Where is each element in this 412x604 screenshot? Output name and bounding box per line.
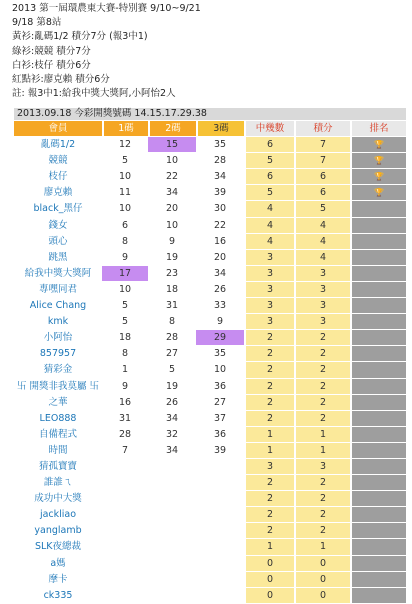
hit-count: 2 xyxy=(244,346,294,362)
pick-1 xyxy=(102,588,148,604)
hit-count: 2 xyxy=(244,379,294,395)
pick-3: 39 xyxy=(196,185,244,201)
rank-cell xyxy=(350,169,406,185)
member-name: ck335 xyxy=(14,588,102,604)
table-row xyxy=(14,491,406,507)
table-row xyxy=(14,282,406,298)
pick-2: 23 xyxy=(148,266,196,282)
rank-cell xyxy=(350,427,406,443)
pick-1: 9 xyxy=(102,250,148,266)
pick-2: 19 xyxy=(148,250,196,266)
score: 2 xyxy=(294,330,350,346)
rank-cell xyxy=(350,201,406,217)
pick-2: 22 xyxy=(148,169,196,185)
pick-1 xyxy=(102,539,148,555)
pick-1: 11 xyxy=(102,185,148,201)
table-row xyxy=(14,475,406,491)
table-row xyxy=(14,362,406,378)
member-name: yanglamb xyxy=(14,523,102,539)
pick-1: 5 xyxy=(102,314,148,330)
rank-cell xyxy=(350,443,406,459)
pick-1: 16 xyxy=(102,395,148,411)
table-row xyxy=(14,427,406,443)
table-row xyxy=(14,298,406,314)
pick-3 xyxy=(196,475,244,491)
table-header-row xyxy=(14,121,406,137)
pick-1 xyxy=(102,507,148,523)
member-name: 成功中大獎 xyxy=(14,491,102,507)
hit-count: 2 xyxy=(244,330,294,346)
pick-3: 9 xyxy=(196,314,244,330)
draw-numbers-bar: 2013.09.18 今彩開獎號碼 14.15.17.29.38 xyxy=(14,108,406,120)
header-line: 註: 報3中1:給我中獎大獎阿,小阿怡2人 xyxy=(12,88,176,100)
column-header-rank: 排名 xyxy=(350,121,406,137)
hit-count: 3 xyxy=(244,282,294,298)
member-name: LEO888 xyxy=(14,411,102,427)
hit-count: 3 xyxy=(244,314,294,330)
pick-3: 36 xyxy=(196,427,244,443)
column-header-pick-3: 3碼 xyxy=(196,121,244,137)
pick-3: 20 xyxy=(196,250,244,266)
table-row xyxy=(14,572,406,588)
score: 2 xyxy=(294,475,350,491)
hit-count: 0 xyxy=(244,588,294,604)
pick-2: 5 xyxy=(148,362,196,378)
score: 1 xyxy=(294,427,350,443)
table-row xyxy=(14,443,406,459)
member-name: 錢女 xyxy=(14,218,102,234)
score: 3 xyxy=(294,298,350,314)
pick-1: 1 xyxy=(102,362,148,378)
pick-2: 15 xyxy=(148,137,196,153)
score: 0 xyxy=(294,572,350,588)
header-line: 綠衫:競競 積分7分 xyxy=(12,45,91,57)
trophy-icon: 🏆 xyxy=(374,155,384,165)
pick-2: 18 xyxy=(148,282,196,298)
score: 3 xyxy=(294,266,350,282)
hit-count: 5 xyxy=(244,185,294,201)
pick-2 xyxy=(148,491,196,507)
score: 3 xyxy=(294,314,350,330)
member-name: 給我中獎大獎阿 xyxy=(14,266,102,282)
hit-count: 2 xyxy=(244,362,294,378)
standings-table xyxy=(14,121,406,604)
pick-2: 32 xyxy=(148,427,196,443)
member-name: black_黑仔 xyxy=(14,201,102,217)
pick-2: 31 xyxy=(148,298,196,314)
pick-3 xyxy=(196,572,244,588)
table-row xyxy=(14,523,406,539)
member-name: 摩卡 xyxy=(14,572,102,588)
hit-count: 0 xyxy=(244,572,294,588)
column-header-hits: 中幾數 xyxy=(244,121,294,137)
trophy-icon: 🏆 xyxy=(374,139,384,149)
header-line: 黃衫:亂碼1/2 積分7分 (報3中1) xyxy=(12,31,148,43)
pick-1: 8 xyxy=(102,234,148,250)
pick-2 xyxy=(148,459,196,475)
member-name: 之華 xyxy=(14,395,102,411)
table-row xyxy=(14,169,406,185)
hit-count: 6 xyxy=(244,169,294,185)
pick-1: 10 xyxy=(102,282,148,298)
pick-3: 36 xyxy=(196,379,244,395)
pick-2: 10 xyxy=(148,153,196,169)
pick-1 xyxy=(102,475,148,491)
score: 2 xyxy=(294,411,350,427)
pick-3: 34 xyxy=(196,169,244,185)
pick-1: 12 xyxy=(102,137,148,153)
score: 2 xyxy=(294,507,350,523)
rank-cell xyxy=(350,362,406,378)
hit-count: 2 xyxy=(244,507,294,523)
pick-1: 5 xyxy=(102,153,148,169)
pick-1: 18 xyxy=(102,330,148,346)
pick-2 xyxy=(148,507,196,523)
table-row xyxy=(14,201,406,217)
table-row xyxy=(14,379,406,395)
table-row xyxy=(14,137,406,153)
hit-count: 2 xyxy=(244,475,294,491)
member-name: 猜孤寶寶 xyxy=(14,459,102,475)
hit-count: 4 xyxy=(244,201,294,217)
pick-2: 9 xyxy=(148,234,196,250)
rank-cell xyxy=(350,282,406,298)
pick-3: 22 xyxy=(196,218,244,234)
pick-3: 10 xyxy=(196,362,244,378)
hit-count: 2 xyxy=(244,491,294,507)
pick-2: 19 xyxy=(148,379,196,395)
pick-2: 10 xyxy=(148,218,196,234)
table-row xyxy=(14,588,406,604)
table-row xyxy=(14,330,406,346)
member-name: 時間 xyxy=(14,443,102,459)
rank-cell xyxy=(350,475,406,491)
rank-cell xyxy=(350,491,406,507)
score: 0 xyxy=(294,588,350,604)
header-line: 9/18 第8站 xyxy=(12,17,62,29)
score: 1 xyxy=(294,539,350,555)
table-row xyxy=(14,507,406,523)
pick-1: 6 xyxy=(102,218,148,234)
hit-count: 3 xyxy=(244,298,294,314)
hit-count: 6 xyxy=(244,137,294,153)
member-name: 專嘿同君 xyxy=(14,282,102,298)
pick-1 xyxy=(102,523,148,539)
table-row xyxy=(14,250,406,266)
pick-1 xyxy=(102,491,148,507)
member-name: kmk xyxy=(14,314,102,330)
pick-1: 17 xyxy=(102,266,148,282)
pick-1: 9 xyxy=(102,379,148,395)
table-row xyxy=(14,314,406,330)
table-row xyxy=(14,395,406,411)
pick-2 xyxy=(148,475,196,491)
score: 0 xyxy=(294,556,350,572)
score: 2 xyxy=(294,523,350,539)
pick-2 xyxy=(148,556,196,572)
hit-count: 2 xyxy=(244,523,294,539)
rank-cell xyxy=(350,153,406,169)
table-row xyxy=(14,218,406,234)
pick-2 xyxy=(148,523,196,539)
member-name: 誰誰ㄟ xyxy=(14,475,102,491)
member-name: 廖克賴 xyxy=(14,185,102,201)
pick-3 xyxy=(196,523,244,539)
pick-3 xyxy=(196,491,244,507)
pick-1: 5 xyxy=(102,298,148,314)
rank-cell xyxy=(350,234,406,250)
pick-1 xyxy=(102,459,148,475)
pick-3: 37 xyxy=(196,411,244,427)
member-name: 猜彩金 xyxy=(14,362,102,378)
pick-1: 8 xyxy=(102,346,148,362)
score: 3 xyxy=(294,282,350,298)
hit-count: 1 xyxy=(244,427,294,443)
table-row xyxy=(14,556,406,572)
pick-3: 27 xyxy=(196,395,244,411)
hit-count: 3 xyxy=(244,266,294,282)
rank-cell xyxy=(350,298,406,314)
column-header-score: 積分 xyxy=(294,121,350,137)
trophy-icon: 🏆 xyxy=(374,171,384,181)
member-name: 小阿怡 xyxy=(14,330,102,346)
hit-count: 4 xyxy=(244,234,294,250)
header-line: 2013 第一屆環農東大賽-特別賽 9/10~9/21 xyxy=(12,3,201,14)
score: 7 xyxy=(294,137,350,153)
pick-3: 35 xyxy=(196,346,244,362)
member-name: 自備程式 xyxy=(14,427,102,443)
pick-1: 7 xyxy=(102,443,148,459)
trophy-icon: 🏆 xyxy=(374,187,384,197)
member-name: 競競 xyxy=(14,153,102,169)
table-row xyxy=(14,411,406,427)
rank-cell xyxy=(350,395,406,411)
score: 4 xyxy=(294,234,350,250)
member-name: 枝仔 xyxy=(14,169,102,185)
rank-cell xyxy=(350,185,406,201)
hit-count: 3 xyxy=(244,459,294,475)
pick-3: 30 xyxy=(196,201,244,217)
member-name: Alice Chang xyxy=(14,298,102,314)
rank-cell xyxy=(350,539,406,555)
pick-3 xyxy=(196,459,244,475)
table-row xyxy=(14,539,406,555)
pick-1 xyxy=(102,556,148,572)
header-line: 紅點衫:廖克賴 積分6分 xyxy=(12,73,110,85)
rank-cell xyxy=(350,218,406,234)
pick-3: 29 xyxy=(196,330,244,346)
table-row xyxy=(14,185,406,201)
score: 2 xyxy=(294,395,350,411)
member-name: 亂碼1/2 xyxy=(14,137,102,153)
score: 7 xyxy=(294,153,350,169)
rank-cell xyxy=(350,523,406,539)
hit-count: 5 xyxy=(244,153,294,169)
table-row xyxy=(14,234,406,250)
pick-2: 8 xyxy=(148,314,196,330)
score: 1 xyxy=(294,443,350,459)
hit-count: 2 xyxy=(244,411,294,427)
member-name: SLK夜總裁 xyxy=(14,539,102,555)
pick-2: 20 xyxy=(148,201,196,217)
member-name: 卐 開獎非我莫屬 卐 xyxy=(14,379,102,395)
score: 4 xyxy=(294,218,350,234)
hit-count: 1 xyxy=(244,443,294,459)
rank-cell xyxy=(350,314,406,330)
hit-count: 2 xyxy=(244,395,294,411)
pick-3: 33 xyxy=(196,298,244,314)
pick-3: 39 xyxy=(196,443,244,459)
rank-cell xyxy=(350,330,406,346)
rank-cell xyxy=(350,507,406,523)
hit-count: 3 xyxy=(244,250,294,266)
header-line: 白衫:枝仔 積分6分 xyxy=(12,59,91,71)
pick-3 xyxy=(196,507,244,523)
pick-3: 34 xyxy=(196,266,244,282)
score: 2 xyxy=(294,491,350,507)
pick-3: 28 xyxy=(196,153,244,169)
pick-3 xyxy=(196,556,244,572)
rank-cell xyxy=(350,266,406,282)
hit-count: 0 xyxy=(244,556,294,572)
pick-1: 31 xyxy=(102,411,148,427)
score: 2 xyxy=(294,362,350,378)
rank-cell xyxy=(350,588,406,604)
pick-2: 28 xyxy=(148,330,196,346)
pick-3: 26 xyxy=(196,282,244,298)
pick-3: 16 xyxy=(196,234,244,250)
column-header-member: 會員 xyxy=(14,121,102,137)
post-header xyxy=(12,2,402,101)
hit-count: 4 xyxy=(244,218,294,234)
pick-1: 10 xyxy=(102,169,148,185)
table-row xyxy=(14,266,406,282)
score: 5 xyxy=(294,201,350,217)
score: 2 xyxy=(294,379,350,395)
pick-2: 27 xyxy=(148,346,196,362)
pick-3 xyxy=(196,588,244,604)
pick-2: 34 xyxy=(148,411,196,427)
member-name: a媽 xyxy=(14,556,102,572)
rank-cell xyxy=(350,137,406,153)
member-name: jackliao xyxy=(14,507,102,523)
pick-2 xyxy=(148,539,196,555)
column-header-pick-1: 1碼 xyxy=(102,121,148,137)
score: 6 xyxy=(294,169,350,185)
pick-2 xyxy=(148,572,196,588)
rank-cell xyxy=(350,459,406,475)
member-name: 跳黑 xyxy=(14,250,102,266)
pick-1 xyxy=(102,572,148,588)
hit-count: 1 xyxy=(244,539,294,555)
table-row xyxy=(14,346,406,362)
table-row xyxy=(14,459,406,475)
score: 6 xyxy=(294,185,350,201)
table-row xyxy=(14,153,406,169)
rank-cell xyxy=(350,572,406,588)
score: 3 xyxy=(294,459,350,475)
member-name: 頭心 xyxy=(14,234,102,250)
pick-3: 35 xyxy=(196,137,244,153)
member-name: 857957 xyxy=(14,346,102,362)
rank-cell xyxy=(350,556,406,572)
pick-2: 34 xyxy=(148,185,196,201)
score: 2 xyxy=(294,346,350,362)
rank-cell xyxy=(350,346,406,362)
pick-1: 28 xyxy=(102,427,148,443)
score: 4 xyxy=(294,250,350,266)
rank-cell xyxy=(350,250,406,266)
rank-cell xyxy=(350,379,406,395)
pick-1: 10 xyxy=(102,201,148,217)
pick-2: 26 xyxy=(148,395,196,411)
pick-3 xyxy=(196,539,244,555)
rank-cell xyxy=(350,411,406,427)
column-header-pick-2: 2碼 xyxy=(148,121,196,137)
pick-2: 34 xyxy=(148,443,196,459)
pick-2 xyxy=(148,588,196,604)
